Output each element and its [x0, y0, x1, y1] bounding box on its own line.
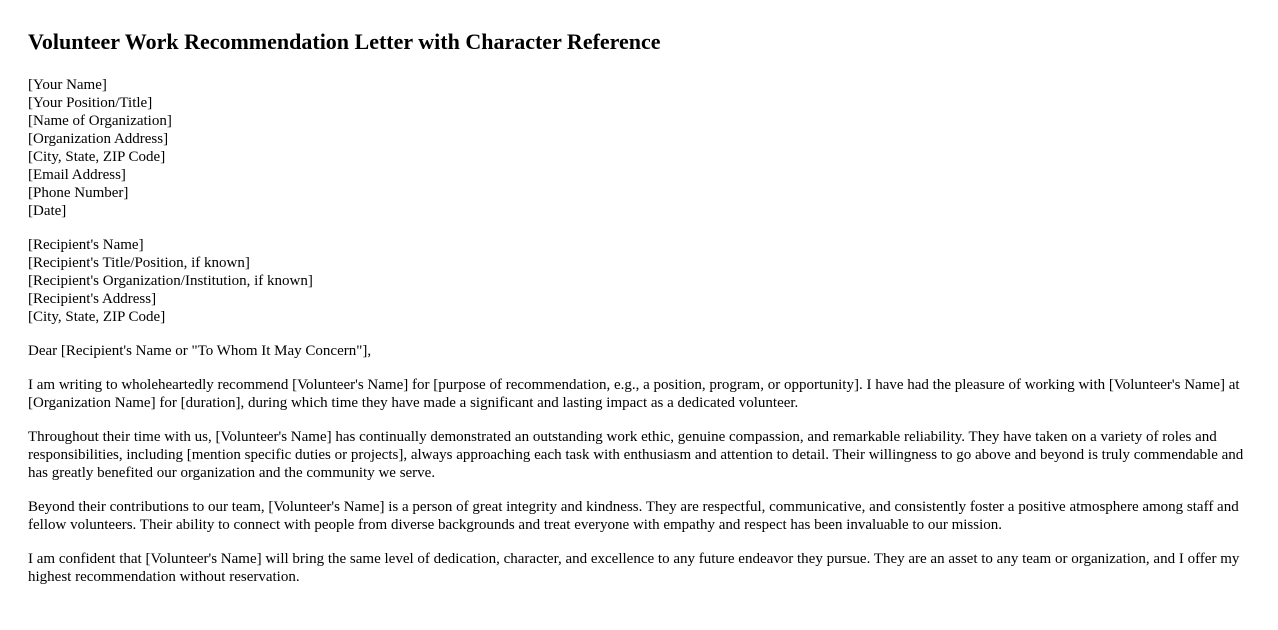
letter-title: Volunteer Work Recommendation Letter with Character Reference — [28, 29, 661, 54]
recipient-city-state-zip: [City, State, ZIP Code] — [28, 309, 166, 325]
recipient-address-block — [28, 236, 1250, 326]
sender-name: [Your Name] — [28, 77, 107, 93]
salutation: Dear [Recipient's Name or "To Whom It May Concern"], — [28, 343, 372, 359]
sender-city-state-zip: [City, State, ZIP Code] — [28, 149, 166, 165]
body-paragraph: I am confident that [Volunteer's Name] will bring the same level of dedication, character, and excellence to any future endeavor they pursue. They are an asset to any team or organization, and I offer my highest recommendation without reservation. — [28, 551, 1240, 585]
recipient-title: [Recipient's Title/Position, if known] — [28, 255, 250, 271]
sender-organization-address: [Organization Address] — [28, 131, 169, 147]
sender-address-block — [28, 76, 1250, 220]
body-paragraph: Throughout their time with us, [Volunteer's Name] has continually demonstrated an outstanding work ethic, genuine compassion, and remarkable reliability. They have taken on a variety of roles and responsibilities, including [mention specific duties or projects], always approaching each task with enthusiasm and attention to detail. Their willingness to go above and beyond is truly commendable and has greatly benefited our organization and the community we serve. — [28, 429, 1244, 481]
letter-page — [0, 29, 1278, 586]
letter-date: [Date] — [28, 203, 67, 219]
sender-email: [Email Address] — [28, 167, 126, 183]
sender-organization: [Name of Organization] — [28, 113, 172, 129]
recipient-organization: [Recipient's Organization/Institution, if known] — [28, 273, 313, 289]
sender-position: [Your Position/Title] — [28, 95, 153, 111]
recipient-address: [Recipient's Address] — [28, 291, 157, 307]
body-paragraph: Beyond their contributions to our team, [Volunteer's Name] is a person of great integrity and kindness. They are respectful, communicative, and consistently foster a positive atmosphere among staff and fellow volunteers. Their ability to connect with people from diverse backgrounds and treat everyone with empathy and respect has been invaluable to our mission. — [28, 499, 1239, 533]
recipient-name: [Recipient's Name] — [28, 237, 144, 253]
sender-phone: [Phone Number] — [28, 185, 129, 201]
body-paragraph: I am writing to wholeheartedly recommend [Volunteer's Name] for [purpose of recommendation, e.g., a position, program, or opportunity]. I have had the pleasure of working with [Volunteer's Name] at [Organization Name] for [duration], during which time they have made a significant and lasting impact as a dedicated volunteer. — [28, 377, 1240, 411]
